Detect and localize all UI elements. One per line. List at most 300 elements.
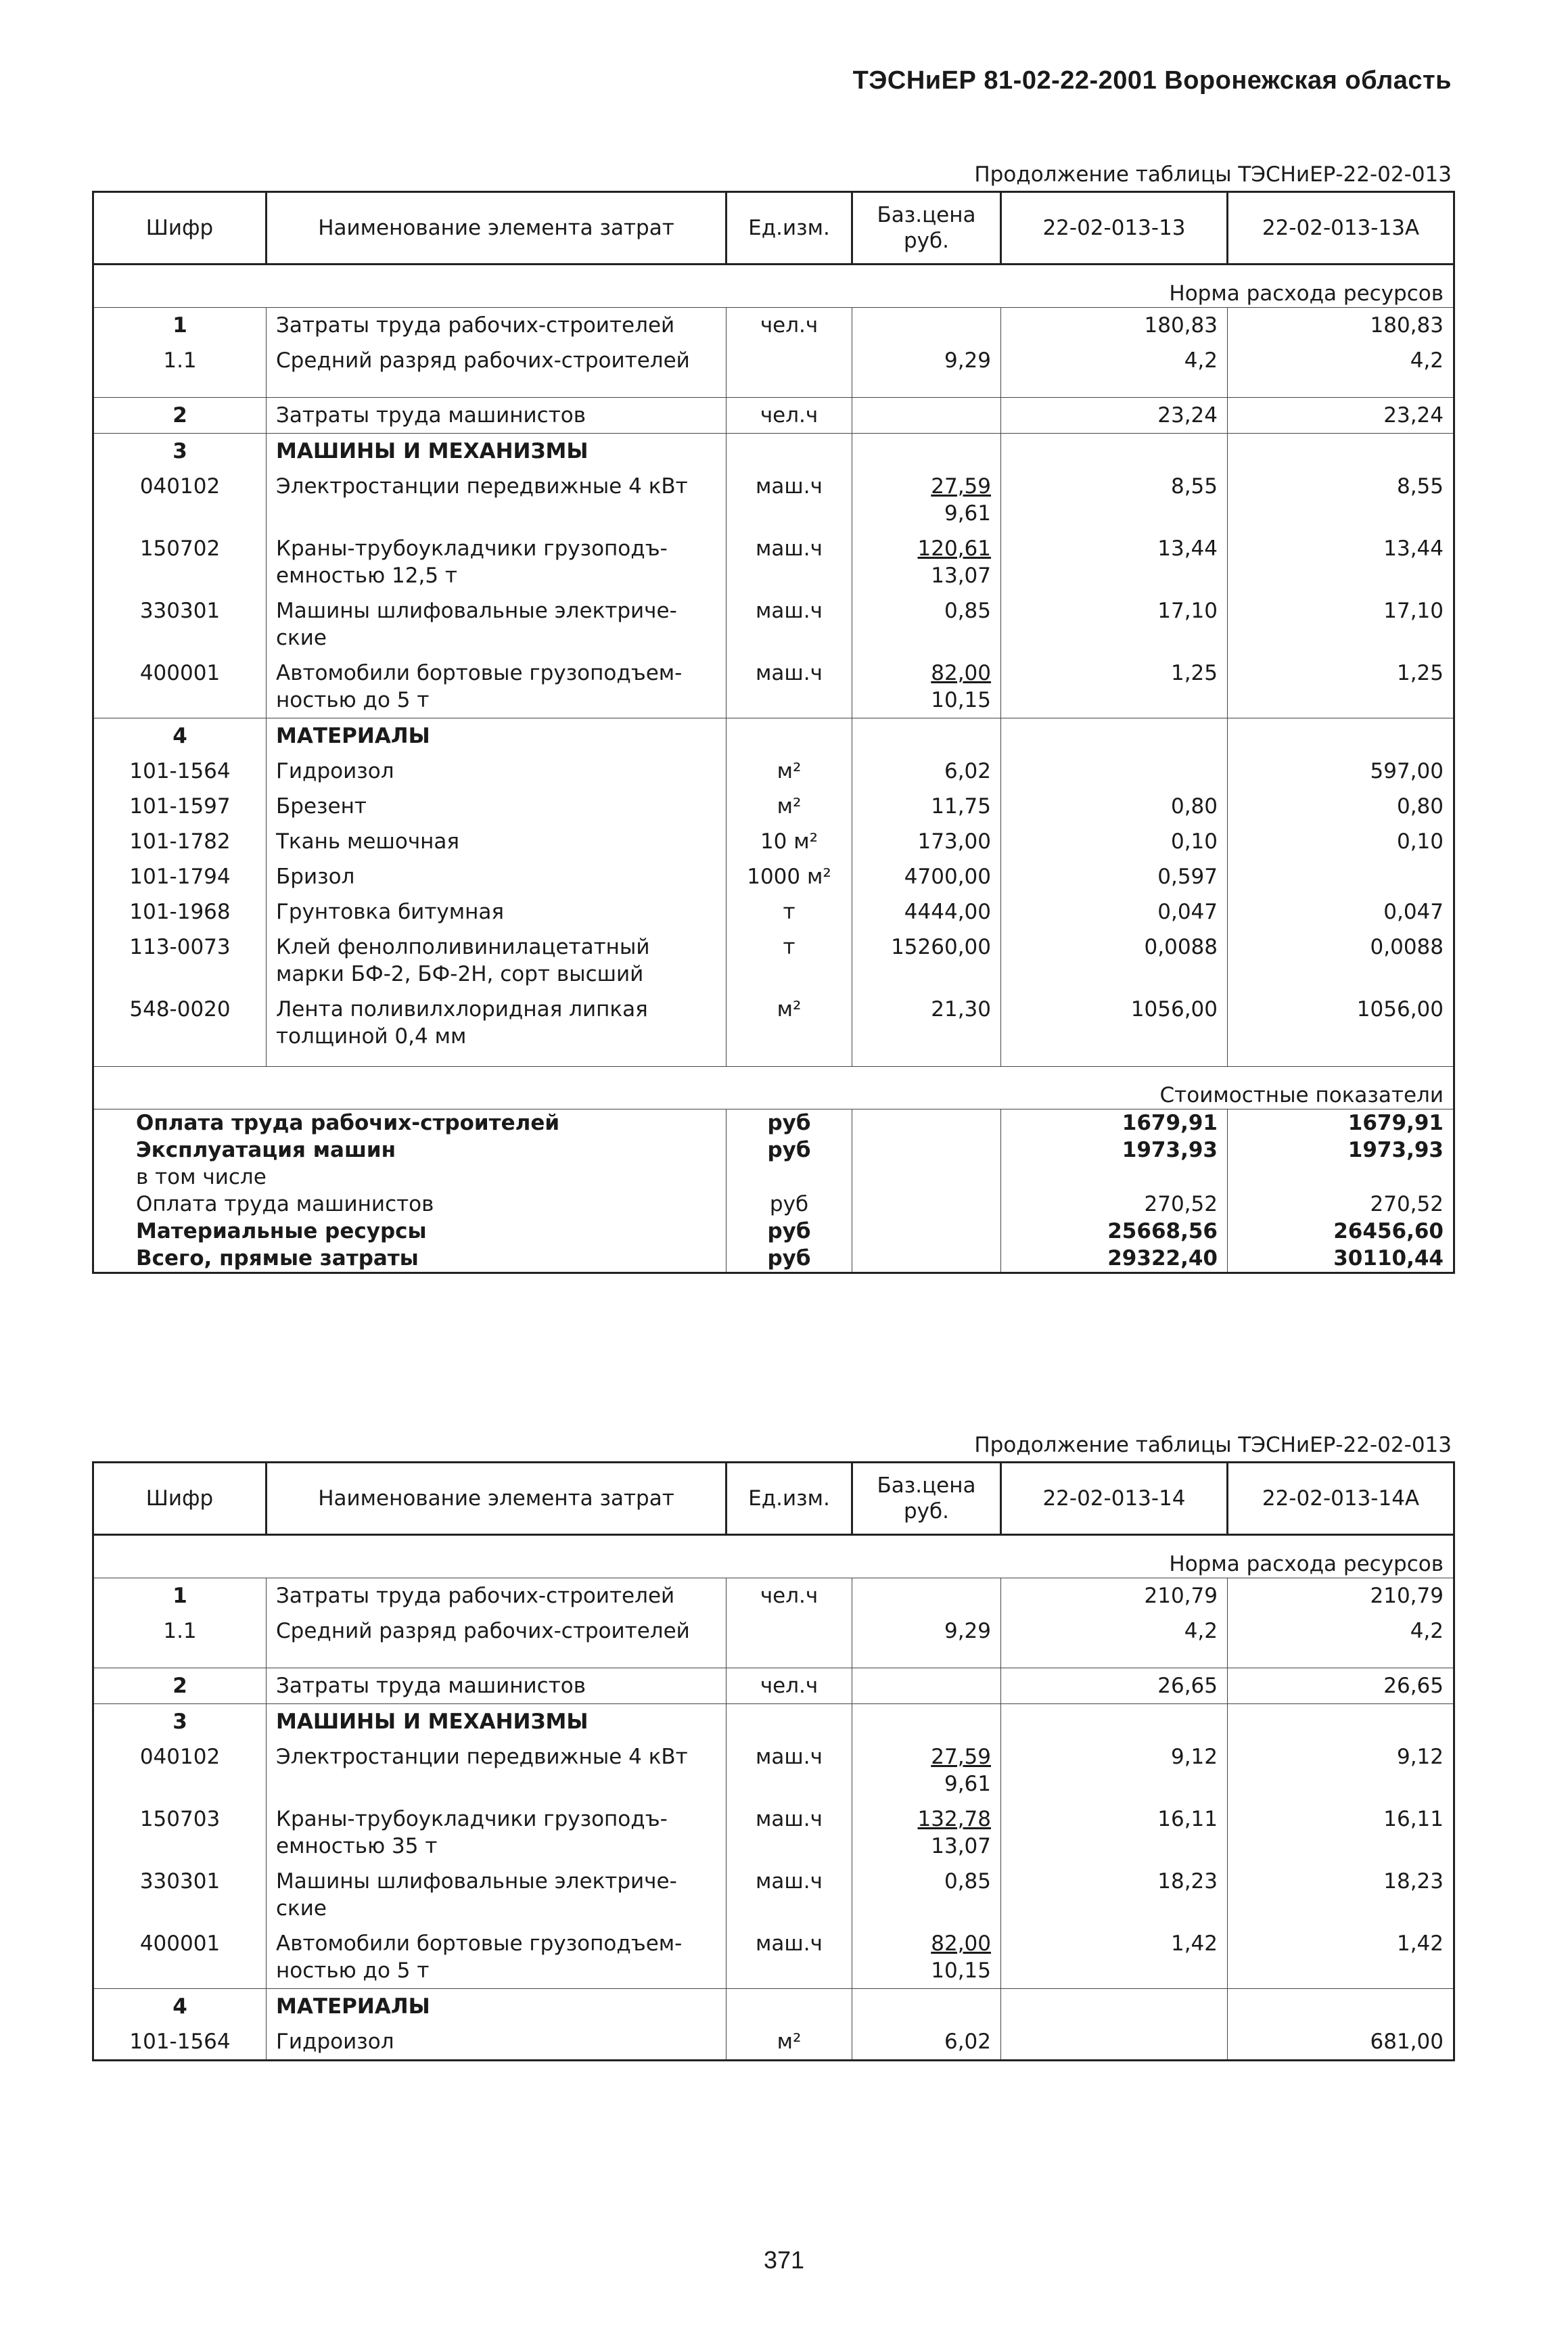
cell-name (267, 1668, 727, 1704)
cell-empty (852, 1164, 1001, 1191)
cell-code: 330301 (93, 1864, 267, 1926)
cell-variant-a: 210,79 (1001, 1578, 1228, 1614)
name-line: емностью 12,5 т (276, 564, 457, 588)
cell-price (852, 1864, 1001, 1926)
cell-code: 548-0020 (93, 992, 267, 1054)
cell-price (852, 992, 1001, 1054)
cell-price (852, 1578, 1001, 1614)
cost-label: Эксплуатация машин (93, 1137, 727, 1164)
cell-code: 101-1597 (93, 789, 267, 824)
cost-unit: руб (727, 1218, 852, 1245)
cell-code: 1 (93, 308, 267, 344)
cell-price (852, 1668, 1001, 1704)
cell-variant-a: 16,11 (1001, 1802, 1228, 1864)
cell-price (852, 593, 1001, 656)
name-line: марки БФ-2, БФ-2Н, сорт высший (276, 962, 644, 986)
cell-price (852, 2024, 1001, 2061)
cell-empty (1001, 1989, 1228, 2025)
cell-unit: 10 м² (727, 824, 852, 859)
cell-unit: маш.ч (727, 593, 852, 656)
cell-variant-b (1228, 859, 1454, 894)
cell-empty (1001, 434, 1228, 470)
cell-price (852, 754, 1001, 789)
cell-name (267, 1802, 727, 1864)
cell-variant-a: 0,0088 (1001, 930, 1228, 992)
cell-price (852, 343, 1001, 378)
spacer-row (93, 378, 1454, 398)
price-value: 27,59 (931, 1745, 991, 1769)
name-line: Затраты труда машинистов (276, 403, 586, 428)
table-row (93, 1704, 1454, 1740)
table-row (93, 308, 1454, 344)
cell-variant-b: 26,65 (1228, 1668, 1454, 1704)
cost-variant-a: 29322,40 (1001, 1245, 1228, 1273)
name-line: Гидроизол (276, 2030, 394, 2054)
cell-name (267, 992, 727, 1054)
price-value: 6,02 (944, 2030, 991, 2054)
cell-code: 150703 (93, 1802, 267, 1864)
cell-code: 101-1564 (93, 754, 267, 789)
cell-variant-b: 1,42 (1228, 1926, 1454, 1989)
name-line: МАТЕРИАЛЫ (276, 724, 430, 748)
price-value: 15260,00 (891, 935, 991, 959)
spacer-row (93, 1649, 1454, 1668)
cell-variant-a: 4,2 (1001, 343, 1228, 378)
cell-variant-b: 4,2 (1228, 343, 1454, 378)
col-header-unit: Ед.изм. (727, 1463, 852, 1535)
cell-name (267, 593, 727, 656)
cell-variant-a: 180,83 (1001, 308, 1228, 344)
cell-name (267, 754, 727, 789)
cell-code: 113-0073 (93, 930, 267, 992)
table-caption: Продолжение таблицы ТЭСНиЕР-22-02-013 (974, 162, 1452, 187)
cell-name (267, 894, 727, 930)
cell-variant-b: 0,10 (1228, 824, 1454, 859)
cell-price (852, 859, 1001, 894)
cell-unit: маш.ч (727, 1739, 852, 1802)
table-row (93, 1989, 1454, 2025)
price-value: 82,00 (931, 661, 991, 685)
cell-empty (852, 434, 1001, 470)
cell-price (852, 930, 1001, 992)
cost-label: Всего, прямые затраты (93, 1245, 727, 1273)
price-value: 9,29 (944, 1619, 991, 1643)
cell-name (267, 343, 727, 378)
cell-code: 101-1968 (93, 894, 267, 930)
table-row (93, 1802, 1454, 1864)
cost-row (93, 1218, 1454, 1245)
cell-empty (852, 718, 1001, 754)
cost-label: Материальные ресурсы (93, 1218, 727, 1245)
cell-name (267, 531, 727, 593)
resource-table-2 (92, 1461, 1455, 2061)
table-row (93, 1578, 1454, 1614)
name-line: Электростанции передвижные 4 кВт (276, 474, 688, 499)
cell-name (267, 789, 727, 824)
cell-variant-b: 210,79 (1228, 1578, 1454, 1614)
cost-variant-a: 1973,93 (1001, 1137, 1228, 1164)
cell-empty (727, 1989, 852, 2025)
cell-name (267, 1578, 727, 1614)
price-value: 82,00 (931, 1931, 991, 1956)
cell-variant-a: 1,42 (1001, 1926, 1228, 1989)
cell-empty (1228, 718, 1454, 754)
cell-variant-a: 9,12 (1001, 1739, 1228, 1802)
name-line: Затраты труда рабочих-строителей (276, 1584, 675, 1608)
name-line: Затраты труда рабочих-строителей (276, 313, 675, 338)
col-header-code: Шифр (93, 192, 267, 265)
cost-label: в том числе (93, 1164, 727, 1191)
cell-price (852, 1613, 1001, 1649)
cell-empty (1228, 1704, 1454, 1740)
name-line: ские (276, 626, 327, 650)
cell-empty (727, 1704, 852, 1740)
cell-name (267, 1926, 727, 1989)
cell-code: 2 (93, 398, 267, 434)
cell-price (852, 308, 1001, 344)
cell-price (852, 789, 1001, 824)
cell-unit: м² (727, 2024, 852, 2061)
name-line: Лента поливилхлоридная липкая (276, 997, 648, 1022)
cell-variant-a (1001, 754, 1228, 789)
table-row (93, 789, 1454, 824)
cell-unit: чел.ч (727, 398, 852, 434)
norm-label: Норма расхода ресурсов (93, 1535, 1454, 1578)
col-header-variant-b: 22-02-013-13А (1228, 192, 1454, 265)
cell-code: 101-1794 (93, 859, 267, 894)
name-line: ностью до 5 т (276, 688, 430, 712)
table-row (93, 1926, 1454, 1989)
name-line: Автомобили бортовые грузоподъем- (276, 1931, 683, 1956)
cell-empty (852, 1218, 1001, 1245)
cell-price (852, 398, 1001, 434)
name-line: МАШИНЫ И МЕХАНИЗМЫ (276, 439, 589, 463)
cell-code: 3 (93, 1704, 267, 1740)
cost-label: Стоимостные показатели (93, 1067, 1454, 1109)
cost-label: Оплата труда рабочих-строителей (93, 1109, 727, 1137)
cell-variant-a (1001, 2024, 1228, 2061)
cell-unit: чел.ч (727, 1668, 852, 1704)
cell-variant-b: 23,24 (1228, 398, 1454, 434)
cell-code: 1.1 (93, 343, 267, 378)
cell-price (852, 1926, 1001, 1989)
cell-unit: чел.ч (727, 308, 852, 344)
cell-name (267, 1864, 727, 1926)
name-line: ские (276, 1896, 327, 1921)
table-header-row (93, 192, 1454, 265)
cell-code: 2 (93, 1668, 267, 1704)
cell-price (852, 531, 1001, 593)
cell-name (267, 656, 727, 718)
name-line: Электростанции передвижные 4 кВт (276, 1745, 688, 1769)
col-header-name: Наименование элемента затрат (267, 192, 727, 265)
price-value-secondary: 9,61 (944, 501, 991, 526)
cell-variant-b: 0,80 (1228, 789, 1454, 824)
cell-variant-a: 26,65 (1001, 1668, 1228, 1704)
cost-variant-a: 270,52 (1001, 1191, 1228, 1218)
cell-variant-a: 0,597 (1001, 859, 1228, 894)
cell-variant-a: 0,10 (1001, 824, 1228, 859)
cell-unit: м² (727, 754, 852, 789)
cell-variant-a: 13,44 (1001, 531, 1228, 593)
price-value: 173,00 (917, 829, 991, 854)
cost-row (93, 1137, 1454, 1164)
cell-name (267, 469, 727, 531)
cell-unit: 1000 м² (727, 859, 852, 894)
cost-unit: руб (727, 1191, 852, 1218)
name-line: Клей фенолполивинилацетатный (276, 935, 650, 959)
cost-variant-b: 1679,91 (1228, 1109, 1454, 1137)
table-row (93, 531, 1454, 593)
cell-unit (727, 1613, 852, 1649)
cell-unit: маш.ч (727, 1926, 852, 1989)
name-line: Автомобили бортовые грузоподъем- (276, 661, 683, 685)
cell-price (852, 1739, 1001, 1802)
cell-name (267, 434, 727, 470)
table-row (93, 1613, 1454, 1649)
table-row (93, 398, 1454, 434)
cell-name (267, 398, 727, 434)
cell-code: 040102 (93, 1739, 267, 1802)
cell-empty (1228, 434, 1454, 470)
cell-variant-b: 17,10 (1228, 593, 1454, 656)
table-row (93, 1739, 1454, 1802)
cost-unit: руб (727, 1245, 852, 1273)
price-value-secondary: 13,07 (931, 1834, 991, 1858)
cell-variant-b: 4,2 (1228, 1613, 1454, 1649)
cost-variant-a (1001, 1164, 1228, 1191)
price-value-secondary: 10,15 (931, 1959, 991, 1983)
cell-empty (852, 1137, 1001, 1164)
cell-name (267, 824, 727, 859)
cell-empty (1228, 1989, 1454, 2025)
cell-variant-a: 8,55 (1001, 469, 1228, 531)
cost-row (93, 1245, 1454, 1273)
table-row (93, 343, 1454, 378)
cell-unit: т (727, 930, 852, 992)
col-header-code: Шифр (93, 1463, 267, 1535)
cell-empty (727, 718, 852, 754)
col-header-variant-a: 22-02-013-14 (1001, 1463, 1228, 1535)
col-header-price: Баз.цена руб. (852, 192, 1001, 265)
price-value: 132,78 (917, 1807, 991, 1831)
price-value: 27,59 (931, 474, 991, 499)
cell-variant-b: 0,0088 (1228, 930, 1454, 992)
price-value: 21,30 (931, 997, 991, 1022)
price-value: 11,75 (931, 794, 991, 819)
norm-label-row (93, 265, 1454, 308)
table-row (93, 1864, 1454, 1926)
cell-empty (852, 1191, 1001, 1218)
price-value: 4444,00 (904, 900, 991, 924)
name-line: Затраты труда машинистов (276, 1674, 586, 1698)
cell-variant-b: 13,44 (1228, 531, 1454, 593)
cell-variant-b: 180,83 (1228, 308, 1454, 344)
cell-variant-a: 0,047 (1001, 894, 1228, 930)
cell-variant-b: 1056,00 (1228, 992, 1454, 1054)
cost-variant-b (1228, 1164, 1454, 1191)
cell-name (267, 1613, 727, 1649)
name-line: Грунтовка битумная (276, 900, 505, 924)
name-line: Брезент (276, 794, 367, 819)
cell-unit: чел.ч (727, 1578, 852, 1614)
cell-empty (852, 1109, 1001, 1137)
table-row (93, 656, 1454, 718)
cell-code: 101-1782 (93, 824, 267, 859)
cell-code: 040102 (93, 469, 267, 531)
cost-unit: руб (727, 1137, 852, 1164)
cell-unit: т (727, 894, 852, 930)
price-value-secondary: 9,61 (944, 1772, 991, 1796)
name-line: Краны-трубоукладчики грузоподъ- (276, 536, 668, 561)
price-value: 9,29 (944, 348, 991, 373)
cell-variant-a: 4,2 (1001, 1613, 1228, 1649)
col-header-name: Наименование элемента затрат (267, 1463, 727, 1535)
price-value: 4700,00 (904, 865, 991, 889)
cell-code: 150702 (93, 531, 267, 593)
cell-name (267, 1989, 727, 2025)
cost-variant-b: 1973,93 (1228, 1137, 1454, 1164)
cell-name (267, 1704, 727, 1740)
spacer-row (93, 1054, 1454, 1067)
cell-name (267, 2024, 727, 2061)
page-number: 371 (763, 2246, 805, 2274)
table-row (93, 2024, 1454, 2061)
cost-variant-a: 1679,91 (1001, 1109, 1228, 1137)
table-row (93, 469, 1454, 531)
name-line: ностью до 5 т (276, 1959, 430, 1983)
cell-unit (727, 343, 852, 378)
cell-name (267, 1739, 727, 1802)
cost-variant-b: 270,52 (1228, 1191, 1454, 1218)
cell-code: 1 (93, 1578, 267, 1614)
cell-variant-a: 1056,00 (1001, 992, 1228, 1054)
cost-row (93, 1191, 1454, 1218)
cell-variant-a: 1,25 (1001, 656, 1228, 718)
norm-label-row (93, 1535, 1454, 1578)
cell-code: 101-1564 (93, 2024, 267, 2061)
cost-label-row (93, 1067, 1454, 1109)
cell-unit: маш.ч (727, 1864, 852, 1926)
table-row (93, 930, 1454, 992)
cell-variant-b: 8,55 (1228, 469, 1454, 531)
cell-price (852, 894, 1001, 930)
cell-variant-a: 17,10 (1001, 593, 1228, 656)
name-line: Краны-трубоукладчики грузоподъ- (276, 1807, 668, 1831)
table-row (93, 824, 1454, 859)
cell-code: 330301 (93, 593, 267, 656)
cost-unit: руб (727, 1109, 852, 1137)
document-header: ТЭСНиЕР 81-02-22-2001 Воронежская область (852, 66, 1452, 95)
name-line: Ткань мешочная (276, 829, 460, 854)
cost-label: Оплата труда машинистов (93, 1191, 727, 1218)
price-value-secondary: 13,07 (931, 564, 991, 588)
cell-variant-b: 9,12 (1228, 1739, 1454, 1802)
cell-code: 400001 (93, 1926, 267, 1989)
table-row (93, 992, 1454, 1054)
cell-price (852, 469, 1001, 531)
table-row (93, 1668, 1454, 1704)
cost-variant-a: 25668,56 (1001, 1218, 1228, 1245)
cell-code: 1.1 (93, 1613, 267, 1649)
norm-label: Норма расхода ресурсов (93, 265, 1454, 308)
cell-unit: маш.ч (727, 469, 852, 531)
cell-code: 4 (93, 1989, 267, 2025)
cell-code: 3 (93, 434, 267, 470)
cell-unit: м² (727, 789, 852, 824)
col-header-unit: Ед.изм. (727, 192, 852, 265)
cell-name (267, 718, 727, 754)
price-value-secondary: 10,15 (931, 688, 991, 712)
table-row (93, 859, 1454, 894)
cell-code: 400001 (93, 656, 267, 718)
cell-price (852, 824, 1001, 859)
name-line: Машины шлифовальные электриче- (276, 599, 677, 623)
cell-name (267, 859, 727, 894)
price-value: 0,85 (944, 1869, 991, 1894)
name-line: Бризол (276, 865, 355, 889)
cell-empty (727, 434, 852, 470)
name-line: МАТЕРИАЛЫ (276, 1994, 430, 2019)
name-line: МАШИНЫ И МЕХАНИЗМЫ (276, 1710, 589, 1734)
cell-empty (1001, 718, 1228, 754)
cell-unit: маш.ч (727, 1802, 852, 1864)
cost-unit (727, 1164, 852, 1191)
table-header-row (93, 1463, 1454, 1535)
col-header-variant-a: 22-02-013-13 (1001, 192, 1228, 265)
cell-variant-b: 18,23 (1228, 1864, 1454, 1926)
cell-unit: маш.ч (727, 531, 852, 593)
price-value: 0,85 (944, 599, 991, 623)
col-header-price: Баз.цена руб. (852, 1463, 1001, 1535)
table-row (93, 434, 1454, 470)
table-row (93, 718, 1454, 754)
cell-empty (1001, 1704, 1228, 1740)
col-header-variant-b: 22-02-013-14А (1228, 1463, 1454, 1535)
cell-name (267, 930, 727, 992)
cell-variant-b: 1,25 (1228, 656, 1454, 718)
name-line: Машины шлифовальные электриче- (276, 1869, 677, 1894)
cell-variant-a: 0,80 (1001, 789, 1228, 824)
cell-variant-a: 23,24 (1001, 398, 1228, 434)
cost-row (93, 1109, 1454, 1137)
cell-code: 4 (93, 718, 267, 754)
cell-name (267, 308, 727, 344)
price-value: 120,61 (917, 536, 991, 561)
cell-unit: м² (727, 992, 852, 1054)
name-line: толщиной 0,4 мм (276, 1024, 467, 1049)
cell-variant-b: 0,047 (1228, 894, 1454, 930)
cell-empty (852, 1704, 1001, 1740)
cell-price (852, 656, 1001, 718)
cost-variant-b: 30110,44 (1228, 1245, 1454, 1273)
table-row (93, 593, 1454, 656)
cell-unit: маш.ч (727, 656, 852, 718)
cell-empty (852, 1245, 1001, 1273)
name-line: Средний разряд рабочих-строителей (276, 348, 690, 373)
cell-price (852, 1802, 1001, 1864)
price-value: 6,02 (944, 759, 991, 783)
cost-variant-b: 26456,60 (1228, 1218, 1454, 1245)
resource-table-1 (92, 191, 1455, 1274)
table-caption: Продолжение таблицы ТЭСНиЕР-22-02-013 (974, 1433, 1452, 1457)
cell-variant-b: 597,00 (1228, 754, 1454, 789)
cell-variant-a: 18,23 (1001, 1864, 1228, 1926)
name-line: Гидроизол (276, 759, 394, 783)
table-row (93, 754, 1454, 789)
cost-row (93, 1164, 1454, 1191)
name-line: Средний разряд рабочих-строителей (276, 1619, 690, 1643)
